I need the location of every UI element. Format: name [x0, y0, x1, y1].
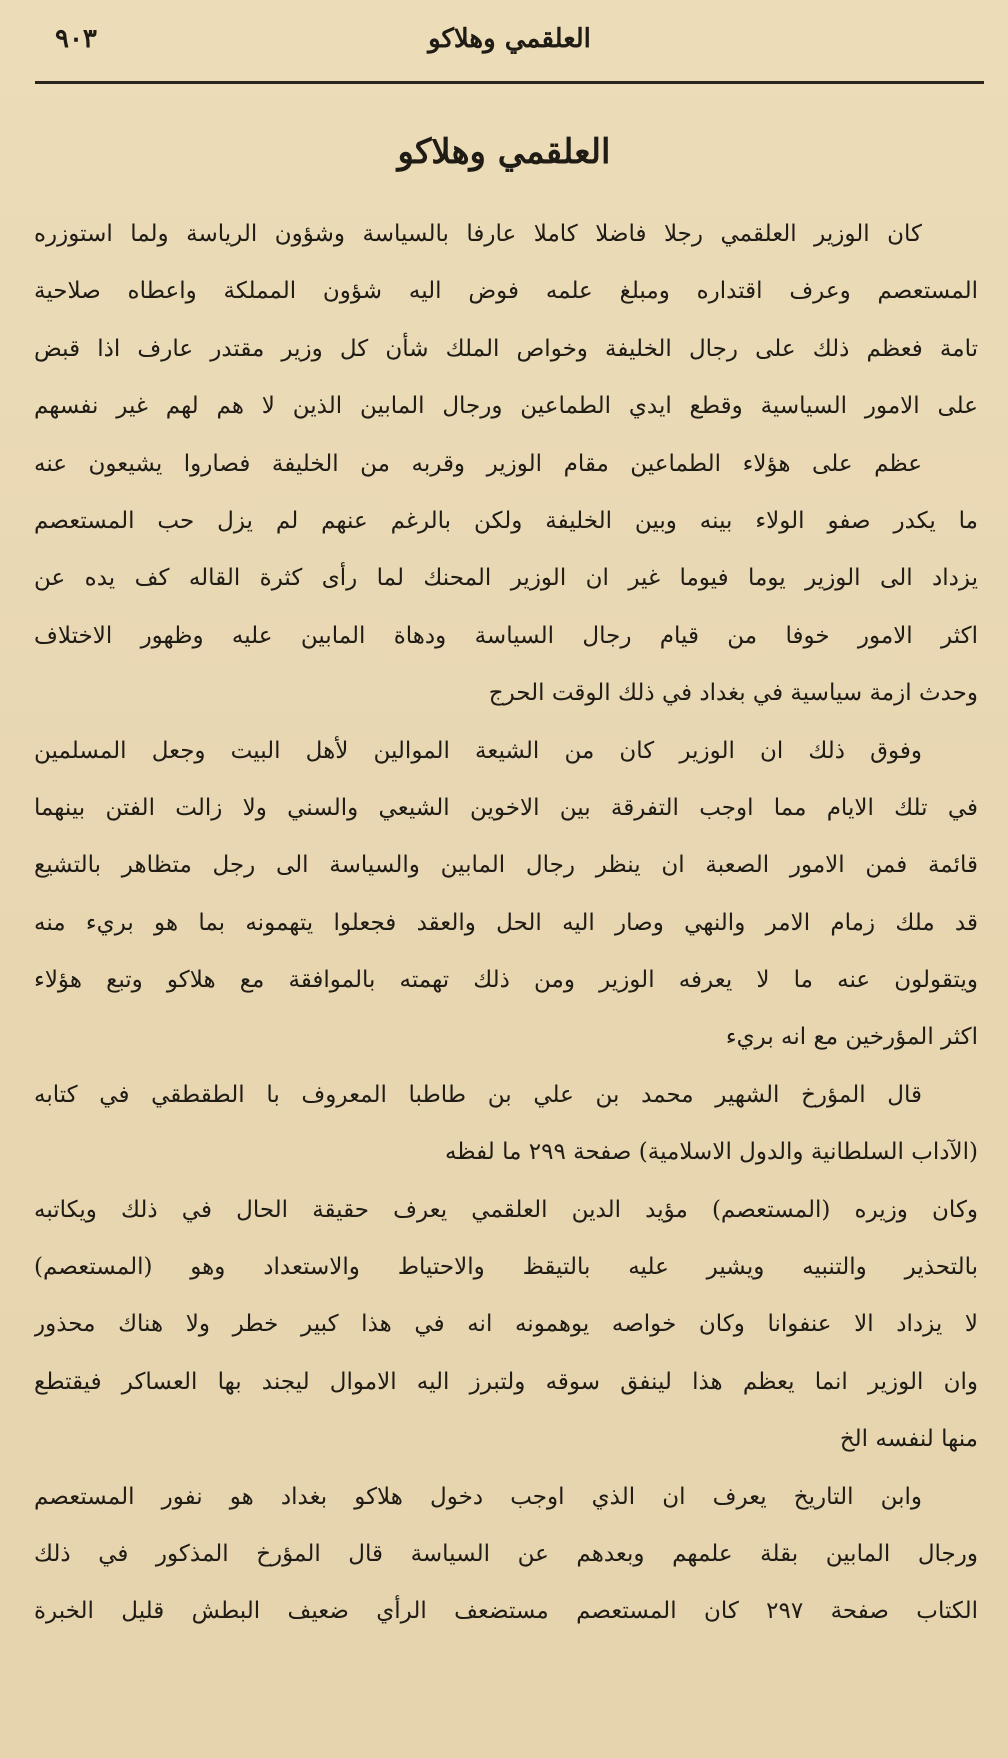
text-line: عظم على هؤلاء الطماعين مقام الوزير وقربه من الخليفة فصاروا يشيعون عنه [34, 450, 922, 477]
text-line: قال المؤرخ الشهير محمد بن علي بن طاطبا المعروف با الطقطقي في كتابه [34, 1081, 922, 1108]
article-title: العلقمي وهلاكو [397, 132, 611, 172]
text-line: منها لنفسه الخ [839, 1426, 978, 1453]
text-line: بالتحذير والتنبيه ويشير عليه بالتيقظ والاحتياط والاستعداد وهو (المستعصم) [34, 1254, 978, 1281]
article-body [34, 206, 978, 1641]
text-line: ورجال المابين بقلة علمهم وبعدهم عن السياسة قال المؤرخ المذكور في ذلك [34, 1540, 978, 1567]
text-line: (الآداب السلطانية والدول الاسلامية) صفحة ٢٩٩ ما لفظه [444, 1139, 978, 1166]
text-line: قد ملك زمام الامر والنهي وصار اليه الحل والعقد فجعلوا يتهمونه بما هو بريء منه [34, 909, 978, 936]
text-line: قائمة فمن الامور الصعبة ان ينظر رجال المابين والسياسة الى رجل متظاهر بالتشيع [34, 852, 978, 879]
text-line: الكتاب صفحة ٢٩٧ كان المستعصم مستضعف الرأي ضعيف البطش قليل الخبرة [34, 1598, 978, 1625]
running-header-title: العلقمي وهلاكو [428, 24, 591, 54]
text-line: يزداد الى الوزير يوما فيوما غير ان الوزير المحنك لما رأى كثرة القاله كف يده عن [34, 565, 978, 592]
text-line: ويتقولون عنه ما لا يعرفه الوزير ومن ذلك تهمته بالموافقة مع هلاكو وتبع هؤلاء [34, 967, 978, 994]
text-line: وفوق ذلك ان الوزير كان من الشيعة الموالين لأهل البيت وجعل المسلمين [34, 737, 922, 764]
text-line: كان الوزير العلقمي رجلا فاضلا كاملا عارفا بالسياسة وشؤون الرياسة ولما استوزره [34, 221, 922, 247]
text-line: على الامور السياسية وقطع ايدي الطماعين ورجال المابين الذين لا هم لهم غير نفسهم [34, 393, 978, 420]
text-line: تامة فعظم ذلك على رجال الخليفة وخواص الملك شأن كل وزير مقتدر عارف اذا قبض [34, 335, 978, 362]
text-line: المستعصم وعرف اقتداره ومبلغ علمه فوض اليه شؤون المملكة واعطاه صلاحية [34, 278, 978, 305]
text-line: اكثر الامور خوفا من قيام رجال السياسة ودهاة المابين عليه وظهور الاختلاف [34, 622, 978, 649]
text-line: وكان وزيره (المستعصم) مؤيد الدين العلقمي يعرف حقيقة الحال في ذلك ويكاتبه [34, 1196, 978, 1223]
text-line: لا يزداد الا عنفوانا وكان خواصه يوهمونه انه في هذا كبير خطر ولا هناك محذور [34, 1311, 978, 1338]
page-number: ٩٠٣ [55, 24, 97, 54]
text-line: في تلك الايام مما اوجب التفرقة بين الاخوين الشيعي والسني ولا زالت الفتن بينهما [34, 794, 978, 821]
running-header [35, 18, 984, 82]
text-line: اكثر المؤرخين مع انه بريء [725, 1024, 978, 1051]
text-line: وحدث ازمة سياسية في بغداد في ذلك الوقت الحرج [488, 680, 978, 707]
text-line: ما يكدر صفو الولاء بينه وبين الخليفة ولكن بالرغم عنهم لم يزل حب المستعصم [34, 507, 978, 534]
header-rule [35, 81, 984, 84]
text-line: وان الوزير انما يعظم هذا لينفق سوقه ولتبرز اليه الاموال ليجند بها العساكر فيقتطع [34, 1368, 978, 1395]
text-line: وابن التاريخ يعرف ان الذي اوجب دخول هلاكو بغداد هو نفور المستعصم [34, 1483, 922, 1510]
